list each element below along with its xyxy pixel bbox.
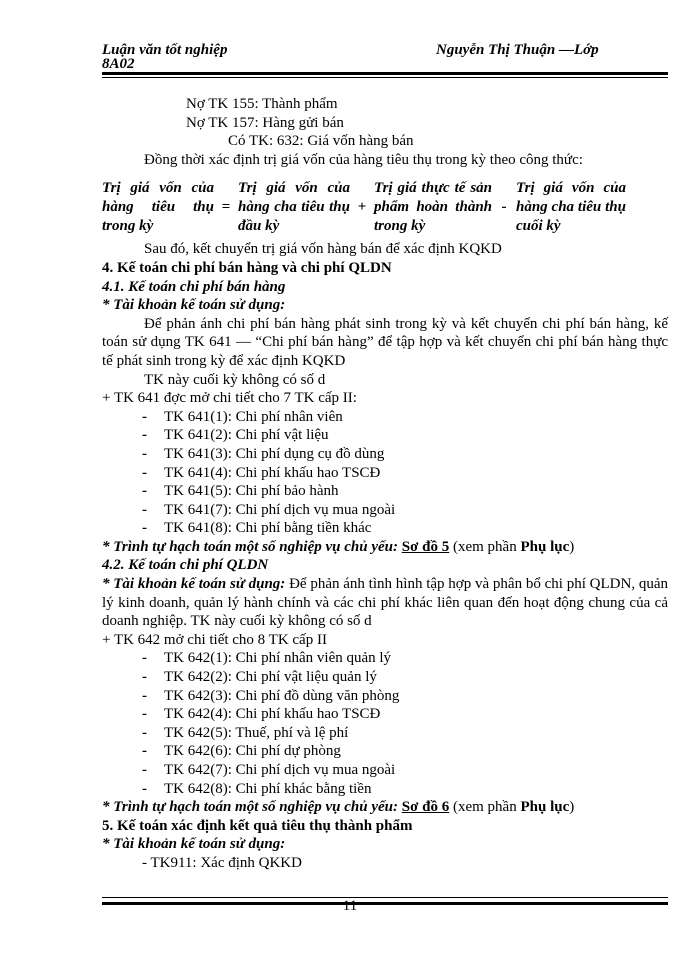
header-class-code: 8A02	[102, 56, 135, 72]
section-5-title: 5. Kế toán xác định kết quả tiêu thụ thành phẩm	[102, 817, 413, 834]
list-item: - TK 641(4): Chi phí khấu hao TSCĐ	[142, 464, 381, 481]
section-4-1-account-label: * Tài khoản kế toán sử dụng:	[102, 297, 286, 314]
list-item: - TK 641(7): Chi phí dịch vụ mua ngoài	[142, 501, 396, 518]
header-rule-thin	[102, 77, 668, 78]
list-item: - TK 641(3): Chi phí dụng cụ đồ dùng	[142, 445, 385, 462]
list-item: - TK 642(7): Chi phí dịch vụ mua ngoài	[142, 762, 396, 778]
section-4-1-procedure: * Trình tự hạch toán một số nghiệp vụ chủ yếu: Sơ đồ 5 (xem phần Phụ lục)	[102, 538, 575, 555]
section-4-2-paragraph: * Tài khoản kế toán sử dụng: Để phản ánh tình hình tập hợp và phân bổ chi phí QLDN, quản lý kinh doanh, quản lý hành chính và các chi phí khác liên quan đến hoạt động chung của cả doanh nghiệp. TK này cuối kỳ không có số d	[102, 576, 668, 630]
formula-term-cost-sold: Trị giá vốn của hàng tiêu thụ trong kỳ	[102, 180, 214, 235]
section-4-1-account-list	[102, 408, 668, 538]
formula-intro: Đồng thời xác định trị giá vốn của hàng tiêu thụ trong kỳ theo công thức:	[144, 151, 583, 168]
page-body	[102, 95, 668, 873]
section-4-2-detail-intro: + TK 642 mở chi tiết cho 8 TK cấp II	[102, 631, 327, 648]
list-item: - TK 642(5): Thuế, phí và lệ phí	[142, 724, 349, 741]
section-4-title: 4. Kế toán chi phí bán hàng và chi phí QLDN	[102, 259, 392, 276]
list-item: - TK 642(3): Chi phí đồ dùng văn phòng	[142, 687, 400, 704]
section-4-1-detail-intro: + TK 641 đợc mở chi tiết cho 7 TK cấp II:	[102, 390, 357, 407]
formula-term-opening: Trị giá vốn của hàng cha tiêu thụ đầu kỳ	[238, 180, 350, 235]
formula-minus: -	[501, 199, 507, 216]
header-thesis-title: Luận văn tốt nghiệp	[102, 42, 228, 58]
list-item: - TK 642(1): Chi phí nhân viên quản lý	[142, 650, 392, 667]
section-4-1-paragraph: Để phản ánh chi phí bán hàng phát sinh trong kỳ và kết chuyển chi phí bán hàng, kế toán sử dụng TK 641 — “Chi phí bán hàng” để tập hợp và kết chuyển chi phí bán hàng thực tế phát sinh trong kỳ để xác định KQKD	[102, 315, 668, 369]
cost-formula	[102, 179, 668, 236]
entry-no-155: Nợ TK 155: Thành phẩm	[186, 96, 338, 112]
header-rule-thick	[102, 72, 668, 75]
section-4-2-procedure: * Trình tự hạch toán một số nghiệp vụ chủ yếu: Sơ đồ 6 (xem phần Phụ lục)	[102, 799, 575, 816]
section-4-2-account-list	[102, 649, 668, 798]
entry-co-632: Có TK: 632: Giá vốn hàng bán	[228, 133, 414, 150]
section-4-1-title: 4.1. Kế toán chi phí bán hàng	[102, 278, 286, 295]
transfer-note: Sau đó, kết chuyển trị giá vốn hàng bán để xác định KQKD	[144, 241, 502, 258]
list-item: - TK 641(5): Chi phí bảo hành	[142, 483, 339, 500]
diagram-6-link[interactable]: Sơ đồ 6	[401, 799, 450, 816]
list-item: - TK 642(6): Chi phí dự phòng	[142, 743, 341, 760]
list-item: - TK 641(8): Chi phí bằng tiền khác	[142, 520, 372, 537]
section-5-item: - TK911: Xác định QKKD	[142, 854, 302, 871]
section-5-account-label: * Tài khoản kế toán sử dụng:	[102, 836, 286, 853]
section-4-2-title: 4.2. Kế toán chi phí QLDN	[102, 557, 269, 574]
section-4-1-no-balance: TK này cuối kỳ không có số d	[144, 371, 326, 388]
list-item: - TK 642(8): Chi phí khác bằng tiền	[142, 780, 372, 797]
header-author: Nguyễn Thị Thuận —Lớp	[436, 42, 599, 58]
entry-no-157: Nợ TK 157: Hàng gửi bán	[186, 114, 344, 131]
page-number: 11	[342, 898, 358, 914]
formula-equals: =	[221, 199, 231, 216]
formula-term-closing: Trị giá vốn của hàng cha tiêu thụ cuối kỳ	[516, 180, 626, 235]
list-item: - TK 642(2): Chi phí vật liệu quản lý	[142, 669, 377, 686]
list-item: - TK 642(4): Chi phí khấu hao TSCĐ	[142, 706, 381, 723]
list-item: - TK 641(2): Chi phí vật liệu	[142, 427, 329, 444]
page-header	[102, 42, 668, 72]
formula-term-produced: Trị giá thực tế sản phẩm hoàn thành trong kỳ	[374, 180, 492, 235]
list-item: - TK 641(1): Chi phí nhân viên	[142, 408, 343, 425]
formula-plus: +	[357, 199, 367, 216]
diagram-5-link[interactable]: Sơ đồ 5	[401, 538, 450, 555]
